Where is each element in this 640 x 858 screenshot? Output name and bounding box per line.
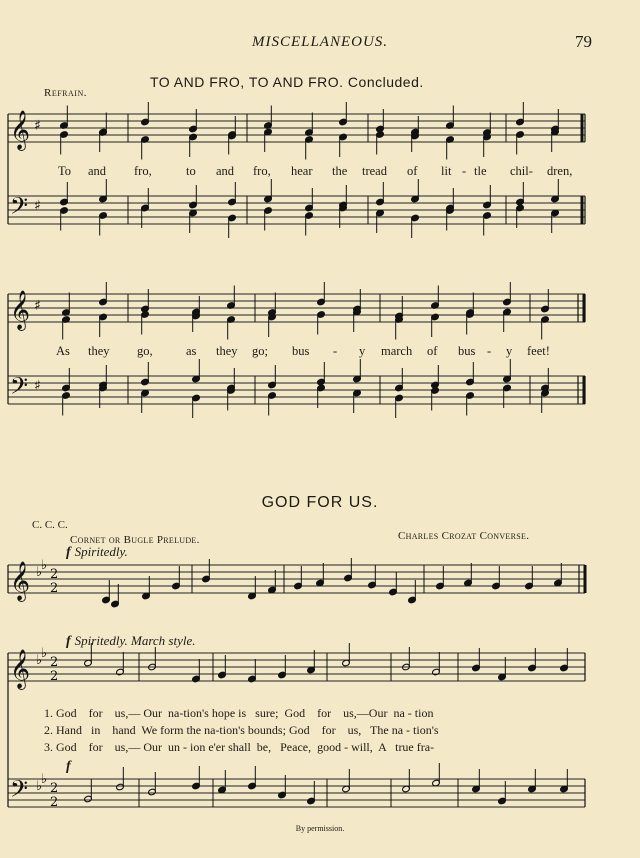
lyric-syllable: feet! bbox=[527, 344, 550, 358]
treble-clef: 𝄞 bbox=[10, 561, 31, 601]
lyric-syllable: chil- bbox=[510, 164, 533, 178]
main-direction bbox=[66, 633, 196, 650]
verse-1: 1. God for us,— Our na-tion's hope is sure; God for us,—Our na - tion bbox=[44, 706, 434, 720]
bass-clef: 𝄢 bbox=[10, 775, 29, 808]
time-sig: 2 bbox=[50, 567, 59, 582]
sharp: ♯ bbox=[34, 378, 41, 394]
lyric-syllable: tread bbox=[362, 164, 387, 178]
lyric-syllable: the bbox=[332, 164, 348, 178]
flat: ♭ bbox=[41, 558, 48, 573]
lyric-syllable: as bbox=[186, 344, 197, 358]
main-dynamic: f bbox=[66, 634, 71, 649]
lyric-syllable: y bbox=[359, 344, 366, 358]
time-sig: 2 bbox=[50, 655, 59, 670]
prelude-tempo: Spiritedly. bbox=[74, 544, 128, 559]
lyric-syllable: As bbox=[56, 344, 70, 358]
lyric-syllable: go, bbox=[137, 344, 153, 358]
lyric-syllable: of bbox=[427, 344, 438, 358]
sharp: ♯ bbox=[34, 118, 41, 134]
lyric-syllable: fro, bbox=[253, 164, 271, 178]
lyric-syllable: dren, bbox=[547, 164, 573, 178]
sharp: ♯ bbox=[34, 198, 41, 214]
bass-clef: 𝄢 bbox=[10, 192, 29, 225]
flat: ♭ bbox=[36, 779, 43, 794]
flat: ♭ bbox=[41, 646, 48, 661]
permission-note: By permission. bbox=[295, 824, 345, 833]
treble-clef: 𝄞 bbox=[10, 290, 31, 330]
treble-clef: 𝄞 bbox=[10, 110, 31, 150]
lyric-syllable: bus bbox=[292, 344, 310, 358]
sharp: ♯ bbox=[34, 298, 41, 314]
song1-title: TO AND FRO, TO AND FRO. Concluded. bbox=[150, 74, 424, 90]
flat: ♭ bbox=[36, 653, 43, 668]
lyric-syllable: bus bbox=[458, 344, 476, 358]
bass-dynamic: f bbox=[66, 759, 71, 774]
page-number: 79 bbox=[575, 32, 592, 51]
prelude-label: Cornet or Bugle Prelude. bbox=[70, 534, 200, 546]
lyric-syllable: and bbox=[216, 164, 235, 178]
lyric-syllable: - bbox=[462, 164, 467, 178]
prelude-direction bbox=[66, 544, 128, 561]
lyric-syllable: they bbox=[216, 344, 238, 358]
prelude-dynamic: f bbox=[66, 545, 71, 560]
verse-3: 3. God for us,— Our un - ion e'er shall be, Peace, good - will, A true fra- bbox=[44, 740, 435, 754]
lyric-syllable: of bbox=[407, 164, 418, 178]
lyric-syllable: - bbox=[487, 344, 492, 358]
running-head: MISCELLANEOUS. bbox=[251, 34, 389, 50]
lyric-syllable: lit bbox=[441, 164, 452, 178]
song2-title: GOD FOR US. bbox=[261, 494, 379, 511]
composer-credit: Charles Crozat Converse. bbox=[398, 530, 530, 542]
flat: ♭ bbox=[41, 772, 48, 787]
lyric-syllable: To bbox=[58, 164, 72, 178]
verse-2: 2. Hand in hand We form the na-tion's bounds; God for us, The na - tion's bbox=[44, 723, 439, 737]
main-tempo: Spiritedly. March style. bbox=[74, 633, 196, 648]
lyric-syllable: - bbox=[333, 344, 338, 358]
time-sig: 2 bbox=[50, 581, 59, 596]
lyric-syllable: hear bbox=[291, 164, 313, 178]
lyric-syllable: tle bbox=[474, 164, 487, 178]
bass-clef: 𝄢 bbox=[10, 372, 29, 405]
lyric-syllable: to bbox=[186, 164, 196, 178]
lyric-syllable: fro, bbox=[134, 164, 152, 178]
meter-label: C. C. C. bbox=[32, 519, 68, 531]
lyric-syllable: march bbox=[381, 344, 413, 358]
treble-clef: 𝄞 bbox=[10, 649, 31, 689]
lyric-syllable: and bbox=[88, 164, 107, 178]
time-sig: 2 bbox=[50, 781, 59, 796]
lyric-syllable: go; bbox=[252, 344, 268, 358]
refrain-label: Refrain. bbox=[44, 87, 87, 99]
lyric-syllable: they bbox=[88, 344, 110, 358]
time-sig: 2 bbox=[50, 795, 59, 810]
flat: ♭ bbox=[36, 565, 43, 580]
lyric-syllable: y bbox=[506, 344, 513, 358]
time-sig: 2 bbox=[50, 669, 59, 684]
